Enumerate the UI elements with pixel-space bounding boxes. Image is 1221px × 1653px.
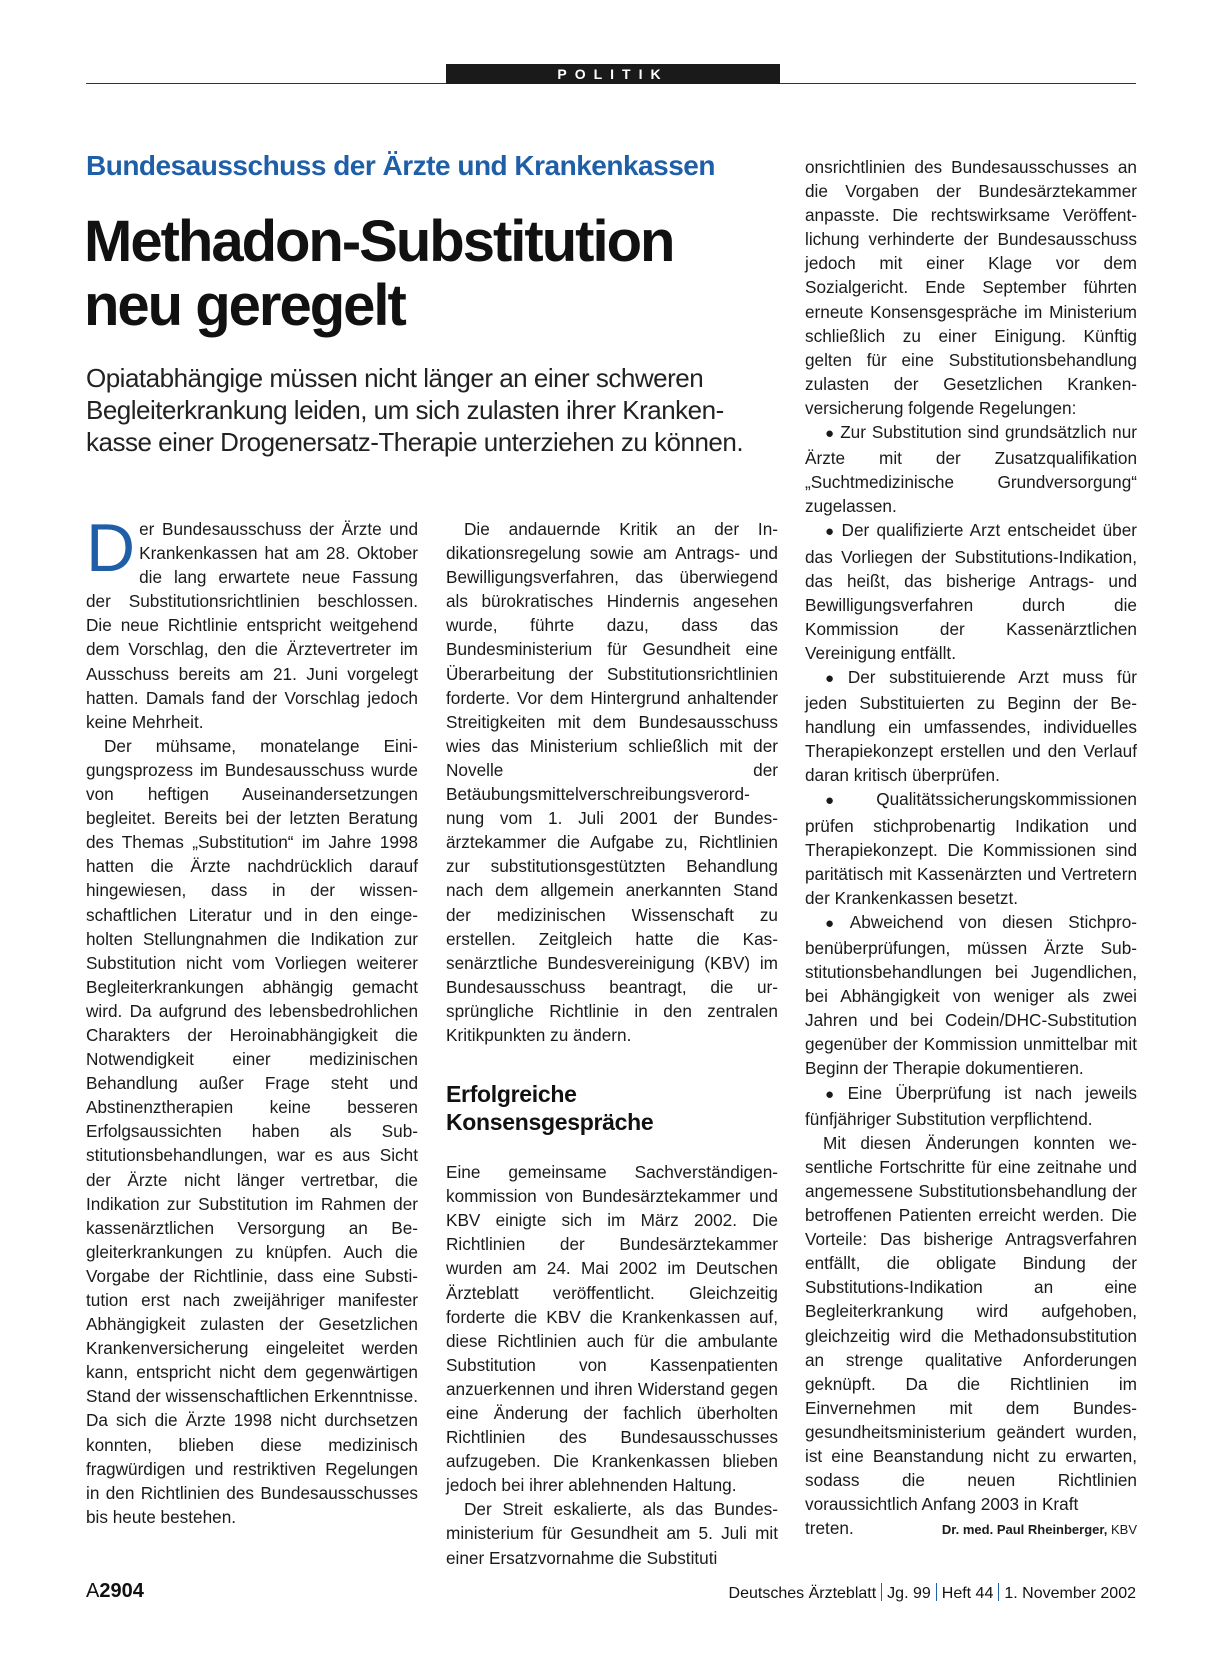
- bullet-item: ● Der substituierende Arzt muss für jeden Substituierten zu Beginn der Behandlung ein umfassendes, individuelles Therapiekonzept erstellen und den Verlauf daran kritisch überprüfen.: [805, 666, 1137, 786]
- bullet-item: ● Abweichend von diesen Stichprobenüberprüfungen, müssen Ärzte Substitutionsbehandlungen bei Jugendlichen, bei Abhängigkeit von weniger als zwei Jahren und bei Codein/DHC-Substitution gegenüber der Kommission unmittelbar mit Beginn der Therapie dokumentieren.: [805, 911, 1137, 1079]
- paragraph: Die andauernde Kritik an der Indikationsregelung sowie am Antrags- und Bewilligungsverfahren, das überwiegend als bürokratisches Hindernis angesehen wurde, führte dazu, dass das Bundesministerium für Gesundheit eine Überarbeitung der Substitutionsrichtlinien forderte. Vor dem Hintergrund anhaltender Streitigkeiten mit dem Bundesausschuss wies das Ministerium schließlich mit der Novelle der Betäubungsmittelverschreibungsverordnung vom 1. Juli 2001 der Bundesärztekammer die Aufgabe zu, Richtlinien zur substitutionsgestützten Behandlung nach dem allgemein anerkannten Stand der medizinischen Wissenschaft zu erstellen. Zeitgleich hatte die Kassenärztliche Bundesvereinigung (KBV) im Bundesausschuss beantragt, die ursprüngliche Richtlinie in den zentralen Kritikpunkten zu ändern.: [446, 519, 778, 1045]
- title-line-1: Methadon-Substitution: [84, 209, 674, 274]
- article-kicker: Bundesausschuss der Ärzte und Krankenkassen: [86, 150, 715, 181]
- bullet-item: ● Qualitätssicherungskommissionen prüfen stichprobenartig Indikation und Therapiekonzept. Die Kommissionen sind paritätisch mit Kassenärzten und Vertretern der Krankenkassen besetzt.: [805, 789, 1137, 908]
- journal-volume: Jg. 99: [887, 1585, 931, 1602]
- paragraph: [86, 510, 418, 734]
- separator: [881, 1583, 882, 1601]
- article-title: [84, 210, 764, 338]
- bullet-icon: ●: [825, 914, 845, 932]
- bullet-item: ● Der qualifizierte Arzt entscheidet über das Vorliegen der Substitutions-Indikation, das heißt, das bisherige Antrags- und Bewilligungsverfahren durch die Kommission der Kassenärztlichen Vereinigung entfällt.: [805, 520, 1138, 663]
- bullet-icon: ●: [825, 523, 837, 541]
- text-column-1: [86, 510, 418, 1529]
- separator: [936, 1583, 937, 1601]
- paragraph: Eine gemeinsame Sachverständigenkommission von Bundesärztekammer und KBV einigte sich im März 2002. Die Richtlinien der Bundesärztekammer wurden am 24. Mai 2002 im Deutschen Ärzteblatt veröffentlicht. Gleichzeitig forderte die KBV die Krankenkassen auf, diese Richtlinien auch für die ambulante Substitution von Kassenpatienten anzuerkennen und ihren Widerstand gegen eine Änderung der fachlich überholten Richtlinien des Bundesausschusses aufzugeben. Die Krankenkassen blieben jedoch bei ihrer ablehnenden Haltung.: [446, 1162, 778, 1496]
- bullet-icon: ●: [825, 669, 843, 687]
- text-column-2: [446, 517, 778, 1570]
- bullet-icon: ●: [825, 792, 872, 810]
- separator: [998, 1583, 999, 1601]
- article-lead: Opiatabhängige müssen nicht länger an einer schweren Begleiterkrankung leiden, um sich zulasten ihrer Krankenkasse einer Drogenersatz-Therapie unterziehen zu können.: [86, 363, 744, 457]
- author-signature: Dr. med. Paul Rheinberger, KBV: [941, 1522, 1137, 1538]
- journal-issue: Heft 44: [941, 1585, 994, 1602]
- journal-date: 1. November 2002: [1004, 1585, 1136, 1602]
- page-number: A2904: [86, 1580, 144, 1602]
- journal-name: Deutsches Ärzteblatt: [728, 1585, 877, 1602]
- bullet-icon: ●: [825, 425, 836, 443]
- paragraph: Der Streit eskalierte, als das Bundesministerium für Gesundheit am 5. Juli mit einer Ersatzvornahme die Substituti: [446, 1499, 778, 1568]
- paragraph: onsrichtlinien des Bundesausschusses an die Vorgaben der Bundesärztekammer anpasste. Die rechtswirksame Veröffentlichung verhinderte der Bundesausschuss jedoch mit einer Klage vor dem Sozialgericht. Ende September führten erneute Konsensgespräche im Ministerium schließlich zu einer Einigung. Künftig gelten für eine Substitutionsbehandlung zulasten der Gesetzlichen Krankenversicherung folgende Regelungen:: [805, 157, 1137, 418]
- closing-line: [805, 1516, 1137, 1542]
- bullet-item: ● Zur Substitution sind grundsätzlich nur Ärzte mit der Zusatzqualifikation „Suchtmedizinische Grundversorgung“ zugelassen.: [805, 422, 1138, 517]
- subheading: Erfolgreiche Konsensgespräche: [446, 1081, 654, 1136]
- drop-cap: D: [86, 510, 136, 586]
- title-line-2: neu geregelt: [84, 273, 405, 338]
- section-label: POLITIK: [446, 64, 780, 84]
- paragraph-text: er Bundesausschuss der Ärzte und Krankenkassen hat am 28. Oktober die lang erwartete neue Fassung der Substitutionsrichtlinien beschlossen. Die neue Richtlinie entspricht weitgehend dem Vorschlag, den die Ärztevertreter im Ausschuss bereits am 21. Juni vorgelegt hatten. Damals fand der Vorschlag jedoch keine Mehrheit.: [86, 519, 418, 732]
- journal-info: [729, 1583, 1136, 1603]
- paragraph: Der mühsame, monatelange Einigungsprozess im Bundesausschuss wurde von heftigen Auseinandersetzungen begleitet. Bereits bei der letzten Beratung des Themas „Substitution“ im Jahre 1998 hatten die Ärzte nachdrücklich darauf hingewiesen, dass in der wissenschaftlichen Literatur und in den eingeholten Stellungnahmen die Indikation zur Substitution nicht vom Vorliegen weiterer Begleiterkrankungen abhängig gemacht wird. Da aufgrund des lebensbedrohlichen Charakters der Heroinabhängigkeit die Notwendigkeit einer medizinischen Behandlung außer Frage steht und Abstinenztherapien keine besseren Erfolgsaussichten haben als Substitutionsbehandlungen, war es aus Sicht der Ärzte nicht länger vertretbar, die Indikation zur Substitution im Rahmen der kassenärztlichen Versorgung an Begleiterkrankungen zu knüpfen. Auch die Vorgabe der Richtlinie, dass eine Substitution erst nach zweijähriger manifester Abhängigkeit zulasten der Gesetzlichen Krankenversicherung eingeleitet werden kann, entspricht nicht dem gegenwärtigen Stand der wissenschaftlichen Erkenntnisse. Da sich die Ärzte 1998 nicht durchsetzen konnten, blieben diese medizinisch fragwürdigen und restriktiven Regelungen in den Richtlinien des Bundesausschusses bis heute bestehen.: [86, 735, 418, 1527]
- text-column-3: [805, 155, 1137, 1542]
- closing-word: treten.: [805, 1518, 854, 1539]
- bullet-item: ● Eine Überprüfung ist nach jeweils fünfjähriger Substitution verpflichtend.: [805, 1082, 1138, 1129]
- paragraph: Mit diesen Änderungen konnten wesentliche Fortschritte für eine zeitnahe und angemessene Substitutionsbehandlung der betroffenen Patienten erreicht werden. Die Vorteile: Das bisherige Antragsverfahren entfällt, die obligate Bindung der Substitutions-Indikation an eine Begleiterkrankung wird aufgehoben, gleichzeitig wird die Methadonsubstitution an strenge qualitative Anforderungen geknüpft. Da die Richtlinien im Einvernehmen mit dem Bundesgesundheitsministerium geändert wurden, ist eine Beanstandung nicht zu erwarten, sodass die neuen Richtlinien voraussichtlich Anfang 2003 in Kraft: [805, 1132, 1137, 1515]
- bullet-icon: ●: [825, 1085, 843, 1103]
